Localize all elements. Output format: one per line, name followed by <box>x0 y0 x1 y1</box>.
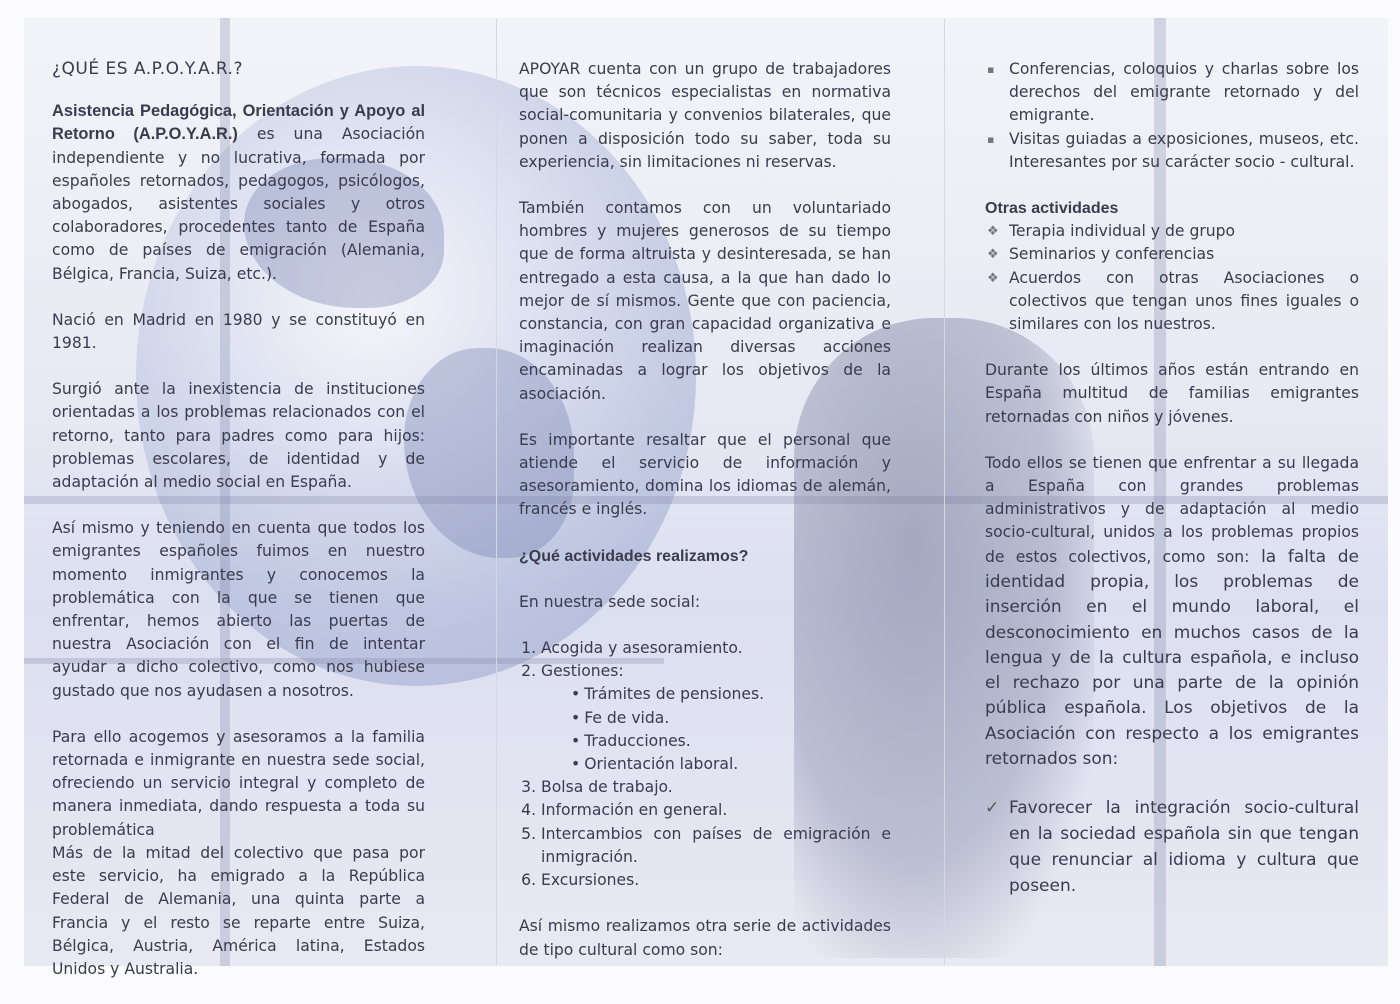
cultural-activities-list <box>985 58 1359 174</box>
sub-list-item: • Traducciones. <box>571 730 891 753</box>
mission-paragraph: Así mismo y teniendo en cuenta que todos los emigrantes españoles fuimos en nuestro momento inmigrantes y conocemos la problemática con la que se tienen que enfrentar, hemos abierto las puertas de nuestra Asociación con el fin de intentar ayudar a dicho colectivo, como nos hubiese gustado que nos ayudasen a nosotros. <box>52 519 425 700</box>
languages-paragraph: Es importante resaltar que el personal que atiende el servicio de información y asesoramiento, domina los idiomas de alemán, francés e inglés. <box>519 430 891 519</box>
list-item <box>541 660 891 776</box>
diamond-bullet-icon: ❖ <box>987 270 999 286</box>
fold-line <box>944 18 945 966</box>
intro-text: es una Asociación independiente y no lucrativa, formada por españoles retornados, pedagogos, psicólogos, abogados, asistentes sociales y otros colaboradores, procedentes tanto de España como de países de emigración (Alemania, Bélgica, Francia, Suiza, etc.). <box>52 125 425 283</box>
list-item <box>985 220 1359 243</box>
list-item <box>985 267 1359 337</box>
other-activities-list <box>985 220 1359 336</box>
founding-paragraph: Nació en Madrid en 1980 y se constituyó en 1981. <box>52 310 425 353</box>
diamond-bullet-icon: ❖ <box>987 247 999 263</box>
sub-list-item: • Fe de vida. <box>571 707 891 730</box>
intro-paragraph <box>52 100 425 286</box>
list-item: 4. Información en general. <box>541 799 891 822</box>
problems-text-large: la falta de identidad propia, los problemas de inserción en el mundo laboral, el desconocimiento en muchos casos de la lengua y de la cultura española, e incluso el rechazo por una parte de la opinión pública española. Los objetivos de la Asociación con respecto a los emigrantes retornados son: <box>985 546 1360 770</box>
checkmark-icon: ✓ <box>985 798 1000 819</box>
volunteers-paragraph: También contamos con un voluntariado hombres y mujeres generosos de su tiempo que de forma altruista y desinteresada, se han entregado a esta causa, a la que han dado lo mejor de sí mismos. Gente que con paciencia, constancia, con gran capacidad organizativa e imaginación realizan diversas acciones encaminadas a lograr los objetivos de la asociación. <box>519 199 891 403</box>
families-paragraph: Durante los últimos años están entrando en España multitud de familias emigrantes retornadas con niños y jóvenes. <box>985 361 1359 426</box>
objectives-list <box>985 795 1359 899</box>
list-item <box>985 243 1359 266</box>
square-bullet-icon: ▪ <box>987 63 995 76</box>
middle-panel <box>519 58 891 985</box>
list-item-text: Conferencias, coloquios y charlas sobre los derechos del emigrante retornado y del emigrante. <box>1009 60 1359 125</box>
square-bullet-icon: ▪ <box>987 132 995 146</box>
right-panel <box>985 58 1359 899</box>
list-item-text: Favorecer la integración socio-cultural en la sociedad española sin que tengan que renunciar al idioma y cultura que poseen. <box>1009 798 1359 897</box>
list-item-text: Seminarios y conferencias <box>1009 245 1215 264</box>
cultural-intro: Así mismo realizamos otra serie de actividades de tipo cultural como son: <box>519 917 891 959</box>
list-item-text: Terapia individual y de grupo <box>1009 222 1236 241</box>
problems-text: Todo ellos se tienen que enfrentar a su llegada a España con grandes problemas administrativos y de adaptación al medio socio-cultural, unidos a los problemas propios de estos colectivos, como son: <box>985 453 1359 566</box>
list-item: 1. Acogida y asesoramiento. <box>541 637 891 660</box>
brochure-sheet <box>24 18 1388 978</box>
list-item-text: Visitas guiadas a exposiciones, museos, etc. Interesantes por su carácter socio - cultural. <box>1009 129 1359 171</box>
service-paragraph: Para ello acogemos y asesoramos a la familia retornada e inmigrante en nuestra sede social, ofreciendo un servicio integral y completo de manera inmediata, dando respuesta a toda su problemática <box>52 727 425 839</box>
panel-heading: ¿QUÉ ES A.P.O.Y.A.R.? <box>52 59 243 79</box>
sub-list-item: • Trámites de pensiones. <box>571 683 891 706</box>
list-item: 5. Intercambios con países de emigración e inmigración. <box>541 823 891 869</box>
other-activities-heading: Otras actividades <box>985 200 1119 218</box>
organization-full-name: Asistencia Pedagógica, Orientación y Apoyo al Retorno (A.P.O.Y.A.R.) <box>52 102 425 144</box>
left-panel <box>52 58 425 1004</box>
sub-list <box>541 683 891 776</box>
list-item <box>985 128 1359 174</box>
origin-paragraph: Surgió ante la inexistencia de instituciones orientadas a los problemas relacionados con el retorno, tanto para padres como para hijos: problemas escolares, de identidad y de adaptación al medio social en España. <box>52 380 425 492</box>
list-item <box>985 795 1359 899</box>
problems-paragraph <box>985 452 1359 772</box>
fold-line <box>496 18 497 966</box>
list-item-text: Acuerdos con otras Asociaciones o colectivos que tengan unos fines iguales o similares con los nuestros. <box>1009 268 1359 334</box>
list-item-label: Gestiones: <box>541 662 624 681</box>
diamond-bullet-icon: ❖ <box>987 224 999 240</box>
activities-intro: En nuestra sede social: <box>519 592 701 611</box>
list-item: 6. Excursiones. <box>541 869 891 892</box>
list-item: 3. Bolsa de trabajo. <box>541 776 891 799</box>
activities-list <box>519 637 891 892</box>
list-item <box>985 58 1359 128</box>
statistics-paragraph: Más de la mitad del colectivo que pasa por este servicio, ha emigrado a la República Federal de Alemania, una quinta parte a Francia y el resto se reparte entre Suiza, Bélgica, Austria, América latina, Estados Unidos y Australia. <box>52 843 425 978</box>
activities-question: ¿Qué actividades realizamos? <box>519 547 749 565</box>
sub-list-item: • Orientación laboral. <box>571 753 891 776</box>
staff-paragraph: APOYAR cuenta con un grupo de trabajadores que son técnicos especialistas en normativa social-comunitaria y convenios bilaterales, que ponen a disposición todo su saber, toda su experiencia, sin limitaciones ni reservas. <box>519 60 891 171</box>
